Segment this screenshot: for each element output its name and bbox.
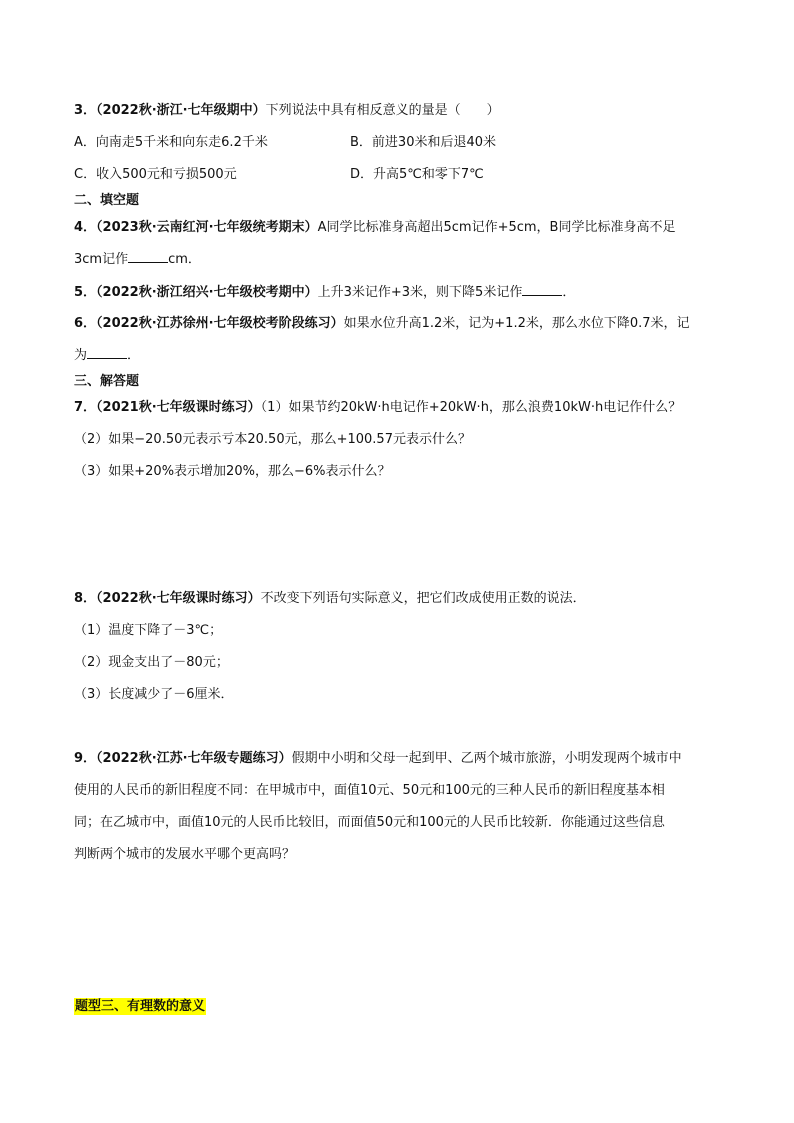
question-6-line2 — [74, 346, 140, 365]
question-text: 为 — [74, 348, 88, 363]
question-text: A同学比标准身高超出5cm记作+5cm，B同学比标准身高不足 — [317, 220, 676, 235]
question-number: 4． — [74, 220, 97, 235]
question-part: （2）如果−20.50元表示亏本20.50元，那么+100.57元表示什么？ — [74, 432, 471, 447]
question-source: （2022秋·浙江绍兴·七年级校考期中） — [96, 285, 318, 300]
question-text: cm． — [168, 252, 201, 267]
question-part: （2）现金支出了－80元； — [74, 655, 229, 670]
topic-heading-text: 题型三、有理数的意义 — [75, 999, 206, 1014]
question-text: 假期中小明和父母一起到甲、乙两个城市旅游，小明发现两个城市中 — [291, 751, 682, 766]
question-part: （1）如果节约20kW·h电记作+20kW·h，那么浪费10kW·h电记作什么？ — [260, 400, 682, 415]
option-d: D．升高5℃和零下7℃ — [350, 167, 484, 182]
question-number: 5． — [74, 285, 97, 300]
question-source: （2021秋·七年级课时练习） — [96, 400, 261, 415]
question-4 — [74, 219, 675, 237]
question-text: 判断两个城市的发展水平哪个更高吗？ — [74, 847, 296, 862]
question-3 — [74, 102, 500, 120]
question-stem: 下列说法中具有相反意义的量是（ ） — [265, 103, 500, 118]
question-source: （2023秋·云南红河·七年级统考期末） — [96, 220, 318, 235]
topic-heading — [74, 998, 206, 1016]
question-text: 上升3米记作+3米，则下降5米记作 — [317, 285, 523, 300]
question-number: 7． — [74, 400, 97, 415]
option-a: A．向南走5千米和向东走6.2千米 — [74, 135, 268, 150]
option-c: C．收入500元和亏损500元 — [74, 167, 237, 182]
question-number: 9． — [74, 751, 97, 766]
question-8 — [74, 590, 586, 608]
question-text: 如果水位升高1.2米，记为+1.2米，那么水位下降0.7米，记 — [343, 316, 690, 331]
answer-blank[interactable] — [87, 346, 127, 359]
question-part: （3）长度减少了－6厘米． — [74, 687, 234, 702]
question-source: （2022秋·江苏·七年级专题练习） — [96, 751, 292, 766]
answer-blank[interactable] — [522, 283, 562, 296]
answer-blank[interactable] — [128, 250, 168, 263]
question-source: （2022秋·七年级课时练习） — [96, 591, 261, 606]
section-fill-in: 二、填空题 — [74, 193, 140, 208]
question-text: ． — [127, 348, 141, 363]
question-number: 3． — [74, 103, 97, 118]
question-text: ． — [562, 285, 576, 300]
question-part: （3）如果+20%表示增加20%，那么−6%表示什么？ — [74, 464, 391, 479]
section-answer: 三、解答题 — [74, 374, 140, 389]
question-text: 使用的人民币的新旧程度不同：在甲城市中，面值10元、50元和100元的三种人民币的新旧程度基本相 — [74, 783, 665, 798]
question-text: 3cm记作 — [74, 252, 129, 267]
question-6 — [74, 315, 690, 333]
option-b: B．前进30米和后退40米 — [350, 135, 497, 150]
question-part: （1）温度下降了－3℃； — [74, 623, 223, 638]
question-number: 6． — [74, 316, 97, 331]
question-source: （2022秋·浙江·七年级期中） — [96, 103, 266, 118]
question-7 — [74, 399, 681, 417]
question-4-line2 — [74, 250, 201, 269]
question-text: 同；在乙城市中，面值10元的人民币比较旧，而面值50元和100元的人民币比较新．你能通过这些信息 — [74, 815, 665, 830]
question-number: 8． — [74, 591, 97, 606]
question-9 — [74, 750, 682, 768]
question-source: （2022秋·江苏徐州·七年级校考阶段练习） — [96, 316, 344, 331]
question-5 — [74, 283, 575, 302]
question-stem: 不改变下列语句实际意义，把它们改成使用正数的说法． — [260, 591, 586, 606]
